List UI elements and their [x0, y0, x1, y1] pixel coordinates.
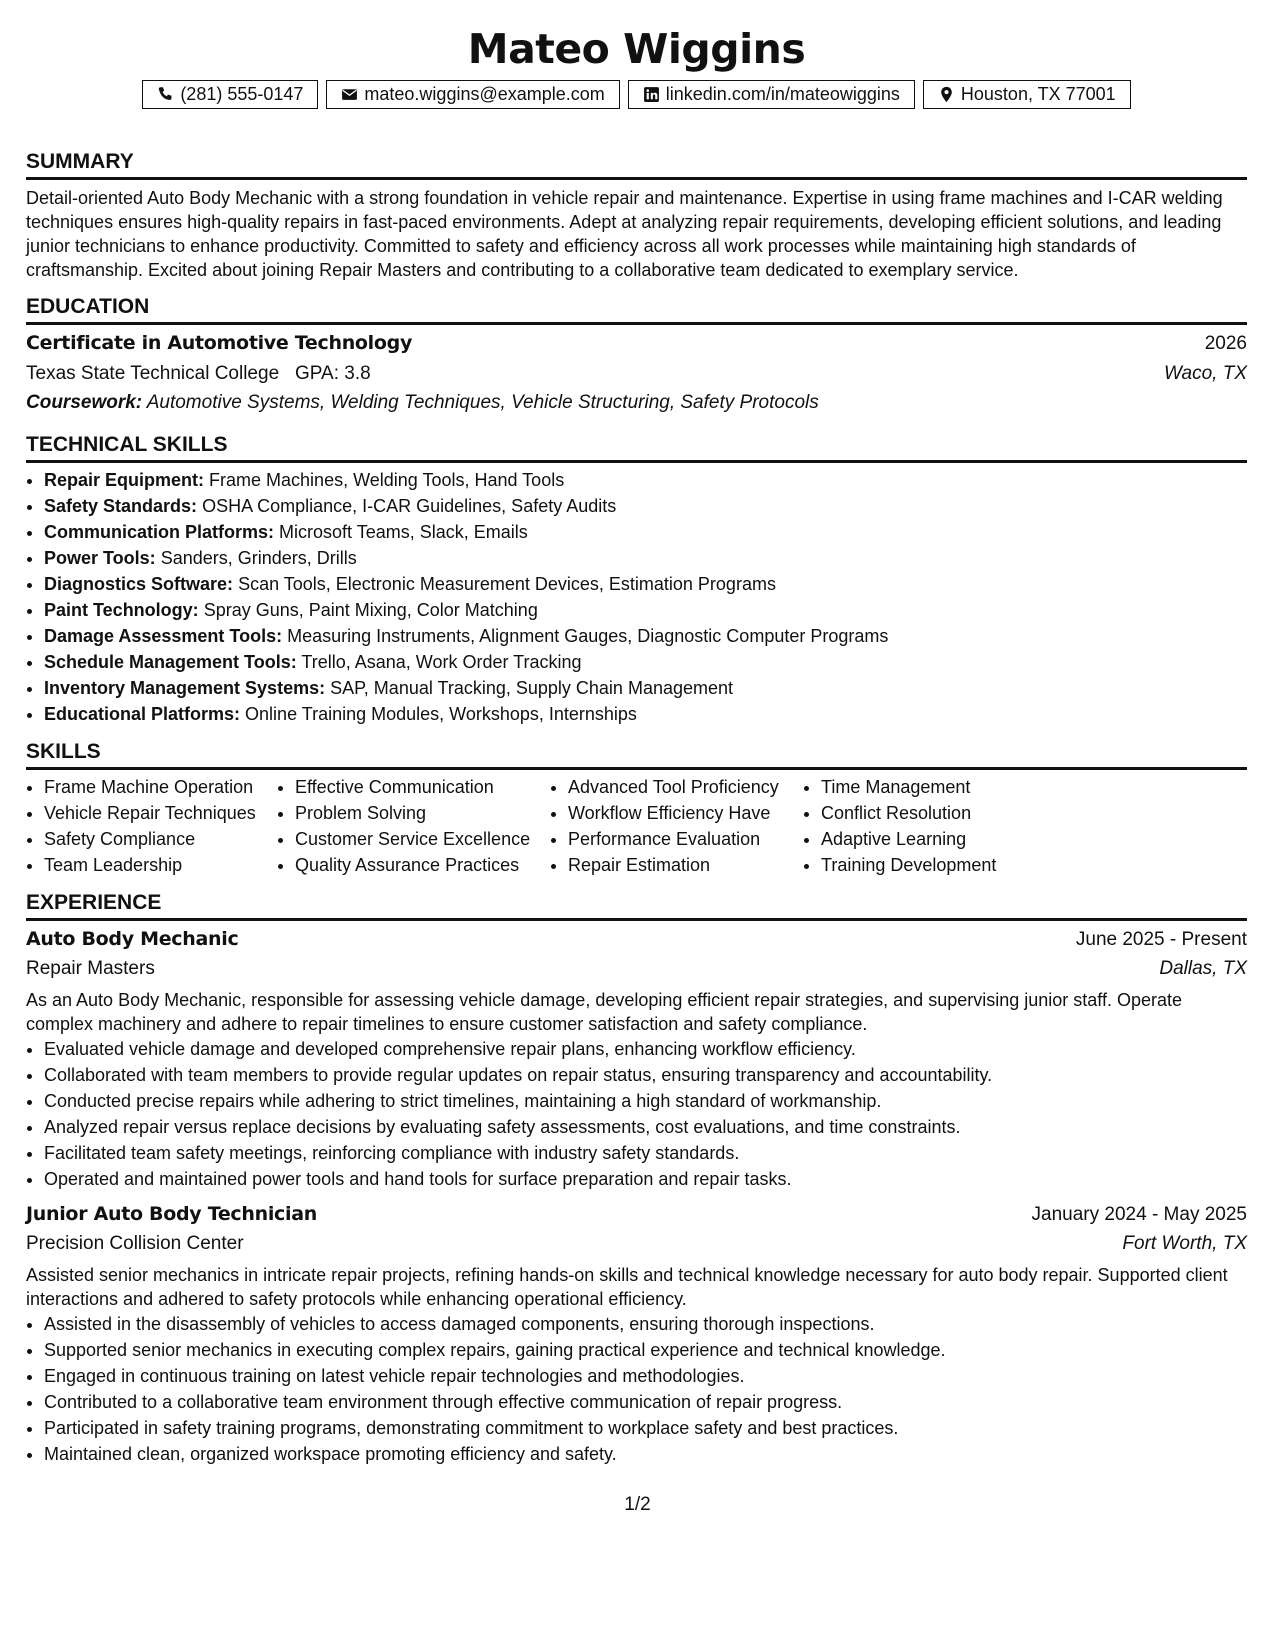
list-item: • Conducted precise repairs while adhering to strict timelines, maintaining a high standard of workmanship.: [44, 1088, 1247, 1114]
list-item: • Adaptive Learning: [821, 826, 1061, 852]
contact-phone[interactable]: [142, 80, 318, 109]
list-item: • Participated in safety training programs, demonstrating commitment to workplace safety and best practices.: [44, 1415, 1247, 1441]
list-item: [44, 701, 1247, 727]
job-company-row: [26, 956, 1247, 981]
candidate-name: Mateo Wiggins: [467, 25, 806, 73]
list-item: • Safety Compliance: [44, 826, 277, 852]
list-item: • Performance Evaluation: [568, 826, 803, 852]
company-name: Repair Masters: [26, 958, 155, 980]
list-item: [44, 467, 1247, 493]
list-item: [44, 493, 1247, 519]
job-header-row: [26, 1202, 1247, 1227]
list-item: • Repair Estimation: [568, 852, 803, 878]
gpa: GPA: 3.8: [294, 362, 371, 384]
skill-value: Frame Machines, Welding Tools, Hand Tools: [209, 469, 565, 490]
skills-column-3: [550, 774, 803, 878]
job-title: Auto Body Mechanic: [26, 927, 239, 950]
skill-value: Scan Tools, Electronic Measurement Devices, Estimation Programs: [238, 573, 776, 594]
skill-value: Measuring Instruments, Alignment Gauges, Diagnostic Computer Programs: [287, 625, 889, 646]
company-name: Precision Collision Center: [26, 1233, 244, 1255]
skill-label: Damage Assessment Tools:: [44, 625, 283, 646]
coursework-list: Automotive Systems, Welding Techniques, Vehicle Structuring, Safety Protocols: [146, 392, 819, 414]
contact-linkedin[interactable]: [628, 80, 915, 109]
list-item: • Workflow Efficiency Have: [568, 800, 803, 826]
contact-email[interactable]: [326, 80, 619, 109]
list-item: • Operated and maintained power tools and hand tools for surface preparation and repair tasks.: [44, 1166, 1247, 1192]
skill-label: Inventory Management Systems:: [44, 677, 326, 698]
experience-section: [26, 890, 1247, 1467]
job-title: Junior Auto Body Technician: [26, 1202, 317, 1225]
list-item: • Analyzed repair versus replace decisions by evaluating safety assessments, cost evaluations, and time constraints.: [44, 1114, 1247, 1140]
job-bullets: [26, 1311, 1247, 1467]
skills-column-4: [803, 774, 1061, 878]
job-bullets: [26, 1036, 1247, 1192]
list-item: [44, 571, 1247, 597]
map-pin-icon: [938, 86, 955, 103]
phone-text: (281) 555-0147: [180, 84, 304, 105]
list-item: [44, 545, 1247, 571]
skills-section: [26, 739, 1247, 878]
section-title-technical-skills: TECHNICAL SKILLS: [26, 432, 1247, 463]
location-text: Houston, TX 77001: [960, 84, 1116, 105]
skill-label: Schedule Management Tools:: [44, 651, 297, 672]
list-item: [44, 649, 1247, 675]
skill-value: Sanders, Grinders, Drills: [160, 547, 357, 568]
list-item: • Problem Solving: [295, 800, 550, 826]
phone-icon: [157, 86, 174, 103]
contact-location[interactable]: [923, 80, 1131, 109]
section-title-experience: EXPERIENCE: [26, 890, 1247, 921]
school-name: Texas State Technical College: [26, 362, 280, 384]
skill-value: Trello, Asana, Work Order Tracking: [301, 651, 582, 672]
job-entry: [26, 1202, 1247, 1467]
job-location: Fort Worth, TX: [1122, 1233, 1247, 1255]
job-dates: January 2024 - May 2025: [1031, 1203, 1247, 1225]
linkedin-icon: [643, 86, 660, 103]
skills-grid: [26, 774, 1247, 878]
coursework-line: [26, 390, 1247, 415]
list-item: • Assisted in the disassembly of vehicles to access damaged components, ensuring thorough inspections.: [44, 1311, 1247, 1337]
job-description: As an Auto Body Mechanic, responsible for assessing vehicle damage, developing efficient repair strategies, and supervising junior staff. Operate complex machinery and adhere to repair timelines to ensure customer satisfaction and safety compliance.: [26, 989, 1182, 1034]
skill-value: SAP, Manual Tracking, Supply Chain Management: [330, 677, 734, 698]
list-item: • Evaluated vehicle damage and developed comprehensive repair plans, enhancing workflow efficiency.: [44, 1036, 1247, 1062]
list-item: • Supported senior mechanics in executing complex repairs, gaining practical experience and technical knowledge.: [44, 1337, 1247, 1363]
list-item: • Conflict Resolution: [821, 800, 1061, 826]
skill-value: Microsoft Teams, Slack, Emails: [279, 521, 528, 542]
education-location: Waco, TX: [1163, 362, 1247, 384]
list-item: [44, 623, 1247, 649]
list-item: • Quality Assurance Practices: [295, 852, 550, 878]
job-company-row: [26, 1231, 1247, 1256]
skill-label: Safety Standards:: [44, 495, 198, 516]
job-entry: [26, 927, 1247, 1192]
skill-label: Educational Platforms:: [44, 703, 241, 724]
section-title-summary: SUMMARY: [26, 149, 1247, 180]
list-item: • Contributed to a collaborative team environment through effective communication of repair progress.: [44, 1389, 1247, 1415]
email-text: mateo.wiggins@example.com: [364, 84, 605, 105]
skill-value: Online Training Modules, Workshops, Internships: [245, 703, 637, 724]
section-title-skills: SKILLS: [26, 739, 1247, 770]
education-year: 2026: [1204, 333, 1247, 355]
list-item: • Facilitated team safety meetings, reinforcing compliance with industry safety standards.: [44, 1140, 1247, 1166]
list-item: • Effective Communication: [295, 774, 550, 800]
list-item: • Training Development: [821, 852, 1061, 878]
page-number: 1/2: [624, 1494, 651, 1515]
skill-label: Diagnostics Software:: [44, 573, 234, 594]
list-item: • Time Management: [821, 774, 1061, 800]
skill-value: OSHA Compliance, I-CAR Guidelines, Safety Audits: [202, 495, 617, 516]
list-item: [44, 675, 1247, 701]
list-item: • Customer Service Excellence: [295, 826, 550, 852]
education-school-row: [26, 361, 1247, 386]
skill-label: Communication Platforms:: [44, 521, 275, 542]
technical-skills-section: [26, 432, 1247, 727]
list-item: [44, 519, 1247, 545]
education-section: [26, 294, 1247, 415]
job-dates: June 2025 - Present: [1075, 928, 1247, 950]
contact-bar: [26, 80, 1247, 109]
skill-label: Power Tools:: [44, 547, 156, 568]
list-item: • Engaged in continuous training on latest vehicle repair technologies and methodologies.: [44, 1363, 1247, 1389]
degree-title: Certificate in Automotive Technology: [26, 332, 413, 355]
list-item: • Advanced Tool Proficiency: [568, 774, 803, 800]
summary-text: Detail-oriented Auto Body Mechanic with a strong foundation in vehicle repair and maintenance. Expertise in using frame machines and I-CAR welding techniques ensures high-quality repairs in fast-paced environments. Adept at analyzing repair requirements, developing efficient solutions, and leading junior technicians to enhance productivity. Committed to safety and efficiency across all work processes while maintaining high standards of craftsmanship. Excited about joining Repair Masters and contributing to a collaborative team dedicated to exemplary service.: [26, 188, 1223, 281]
job-header-row: [26, 927, 1247, 952]
linkedin-text: linkedin.com/in/mateowiggins: [665, 84, 900, 105]
technical-skills-list: [26, 467, 1247, 727]
skills-column-2: [277, 774, 550, 878]
job-location: Dallas, TX: [1159, 958, 1247, 980]
resume-page: [26, 0, 1247, 1467]
skill-label: Repair Equipment:: [44, 469, 205, 490]
envelope-icon: [341, 86, 358, 103]
school-line: [26, 361, 371, 386]
skill-label: Paint Technology:: [44, 599, 199, 620]
job-description: Assisted senior mechanics in intricate repair projects, refining hands-on skills and technical knowledge necessary for auto body repair. Supported client interactions and adhered to safety protocols while enhancing operational efficiency.: [26, 1264, 1228, 1309]
list-item: [44, 597, 1247, 623]
education-header-row: [26, 331, 1247, 356]
skills-column-1: [26, 774, 277, 878]
list-item: • Maintained clean, organized workspace promoting efficiency and safety.: [44, 1441, 1247, 1467]
summary-section: [26, 149, 1247, 282]
coursework-label: Coursework:: [26, 392, 143, 414]
list-item: • Vehicle Repair Techniques: [44, 800, 277, 826]
section-title-education: EDUCATION: [26, 294, 1247, 325]
list-item: • Team Leadership: [44, 852, 277, 878]
list-item: • Collaborated with team members to provide regular updates on repair status, ensuring transparency and accountability.: [44, 1062, 1247, 1088]
list-item: • Frame Machine Operation: [44, 774, 277, 800]
skill-value: Spray Guns, Paint Mixing, Color Matching: [203, 599, 538, 620]
